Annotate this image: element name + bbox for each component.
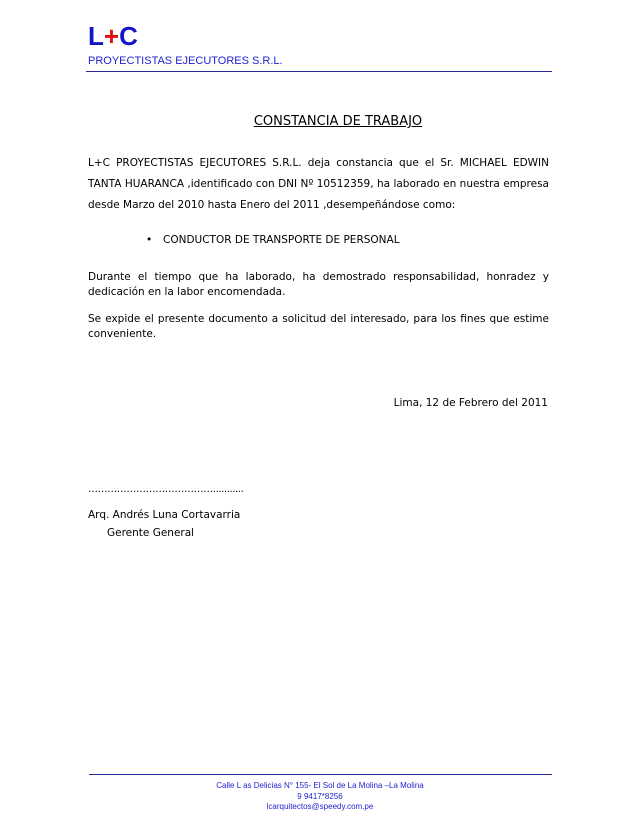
logo-letter-c: C <box>119 21 138 51</box>
bullet-icon: • <box>146 234 153 246</box>
place-and-date: Lima, 12 de Febrero del 2011 <box>393 397 548 409</box>
conduct-paragraph: Durante el tiempo que ha laborado, ha demostrado responsabilidad, honradez y dedicación en la labor encomendada. <box>88 271 549 298</box>
footer-phone: 9 9417*8256 <box>297 791 343 801</box>
logo-letter-l: L <box>88 21 104 51</box>
position-title: CONDUCTOR DE TRANSPORTE DE PERSONAL <box>163 234 400 246</box>
signer-role: Gerente General <box>107 527 195 539</box>
document-title: CONSTANCIA DE TRABAJO <box>253 114 423 129</box>
logo-plus: + <box>103 21 120 51</box>
footer-email: lcarquitectos@speedy.com.pe <box>266 802 374 811</box>
signature-line: …………………………………........... <box>88 484 244 495</box>
footer-address: Calle L as Delicias N° 155- El Sol de La Molina –La Molina <box>216 781 424 790</box>
company-name: PROYECTISTAS EJECUTORES S.R.L. <box>88 55 283 67</box>
signer-name: Arq. Andrés Luna Cortavarria <box>88 509 241 521</box>
document-title-wrap <box>0 114 638 129</box>
certificate-paragraph: L+C PROYECTISTAS EJECUTORES S.R.L. deja constancia que el Sr. MICHAEL EDWIN TANTA HUARANCA ,identificado con DNI Nº 10512359, ha laborado en nuestra empresa desde Marzo del 2010 hasta Enero del 2011 ,desempeñándose como: <box>88 157 549 211</box>
company-logo <box>88 22 138 50</box>
position-list-item <box>146 234 400 247</box>
header-divider <box>86 71 552 72</box>
footer-contact <box>88 781 552 813</box>
purpose-paragraph: Se expide el presente documento a solicitud del interesado, para los fines que estime conveniente. <box>88 313 549 340</box>
footer-divider <box>89 774 552 775</box>
